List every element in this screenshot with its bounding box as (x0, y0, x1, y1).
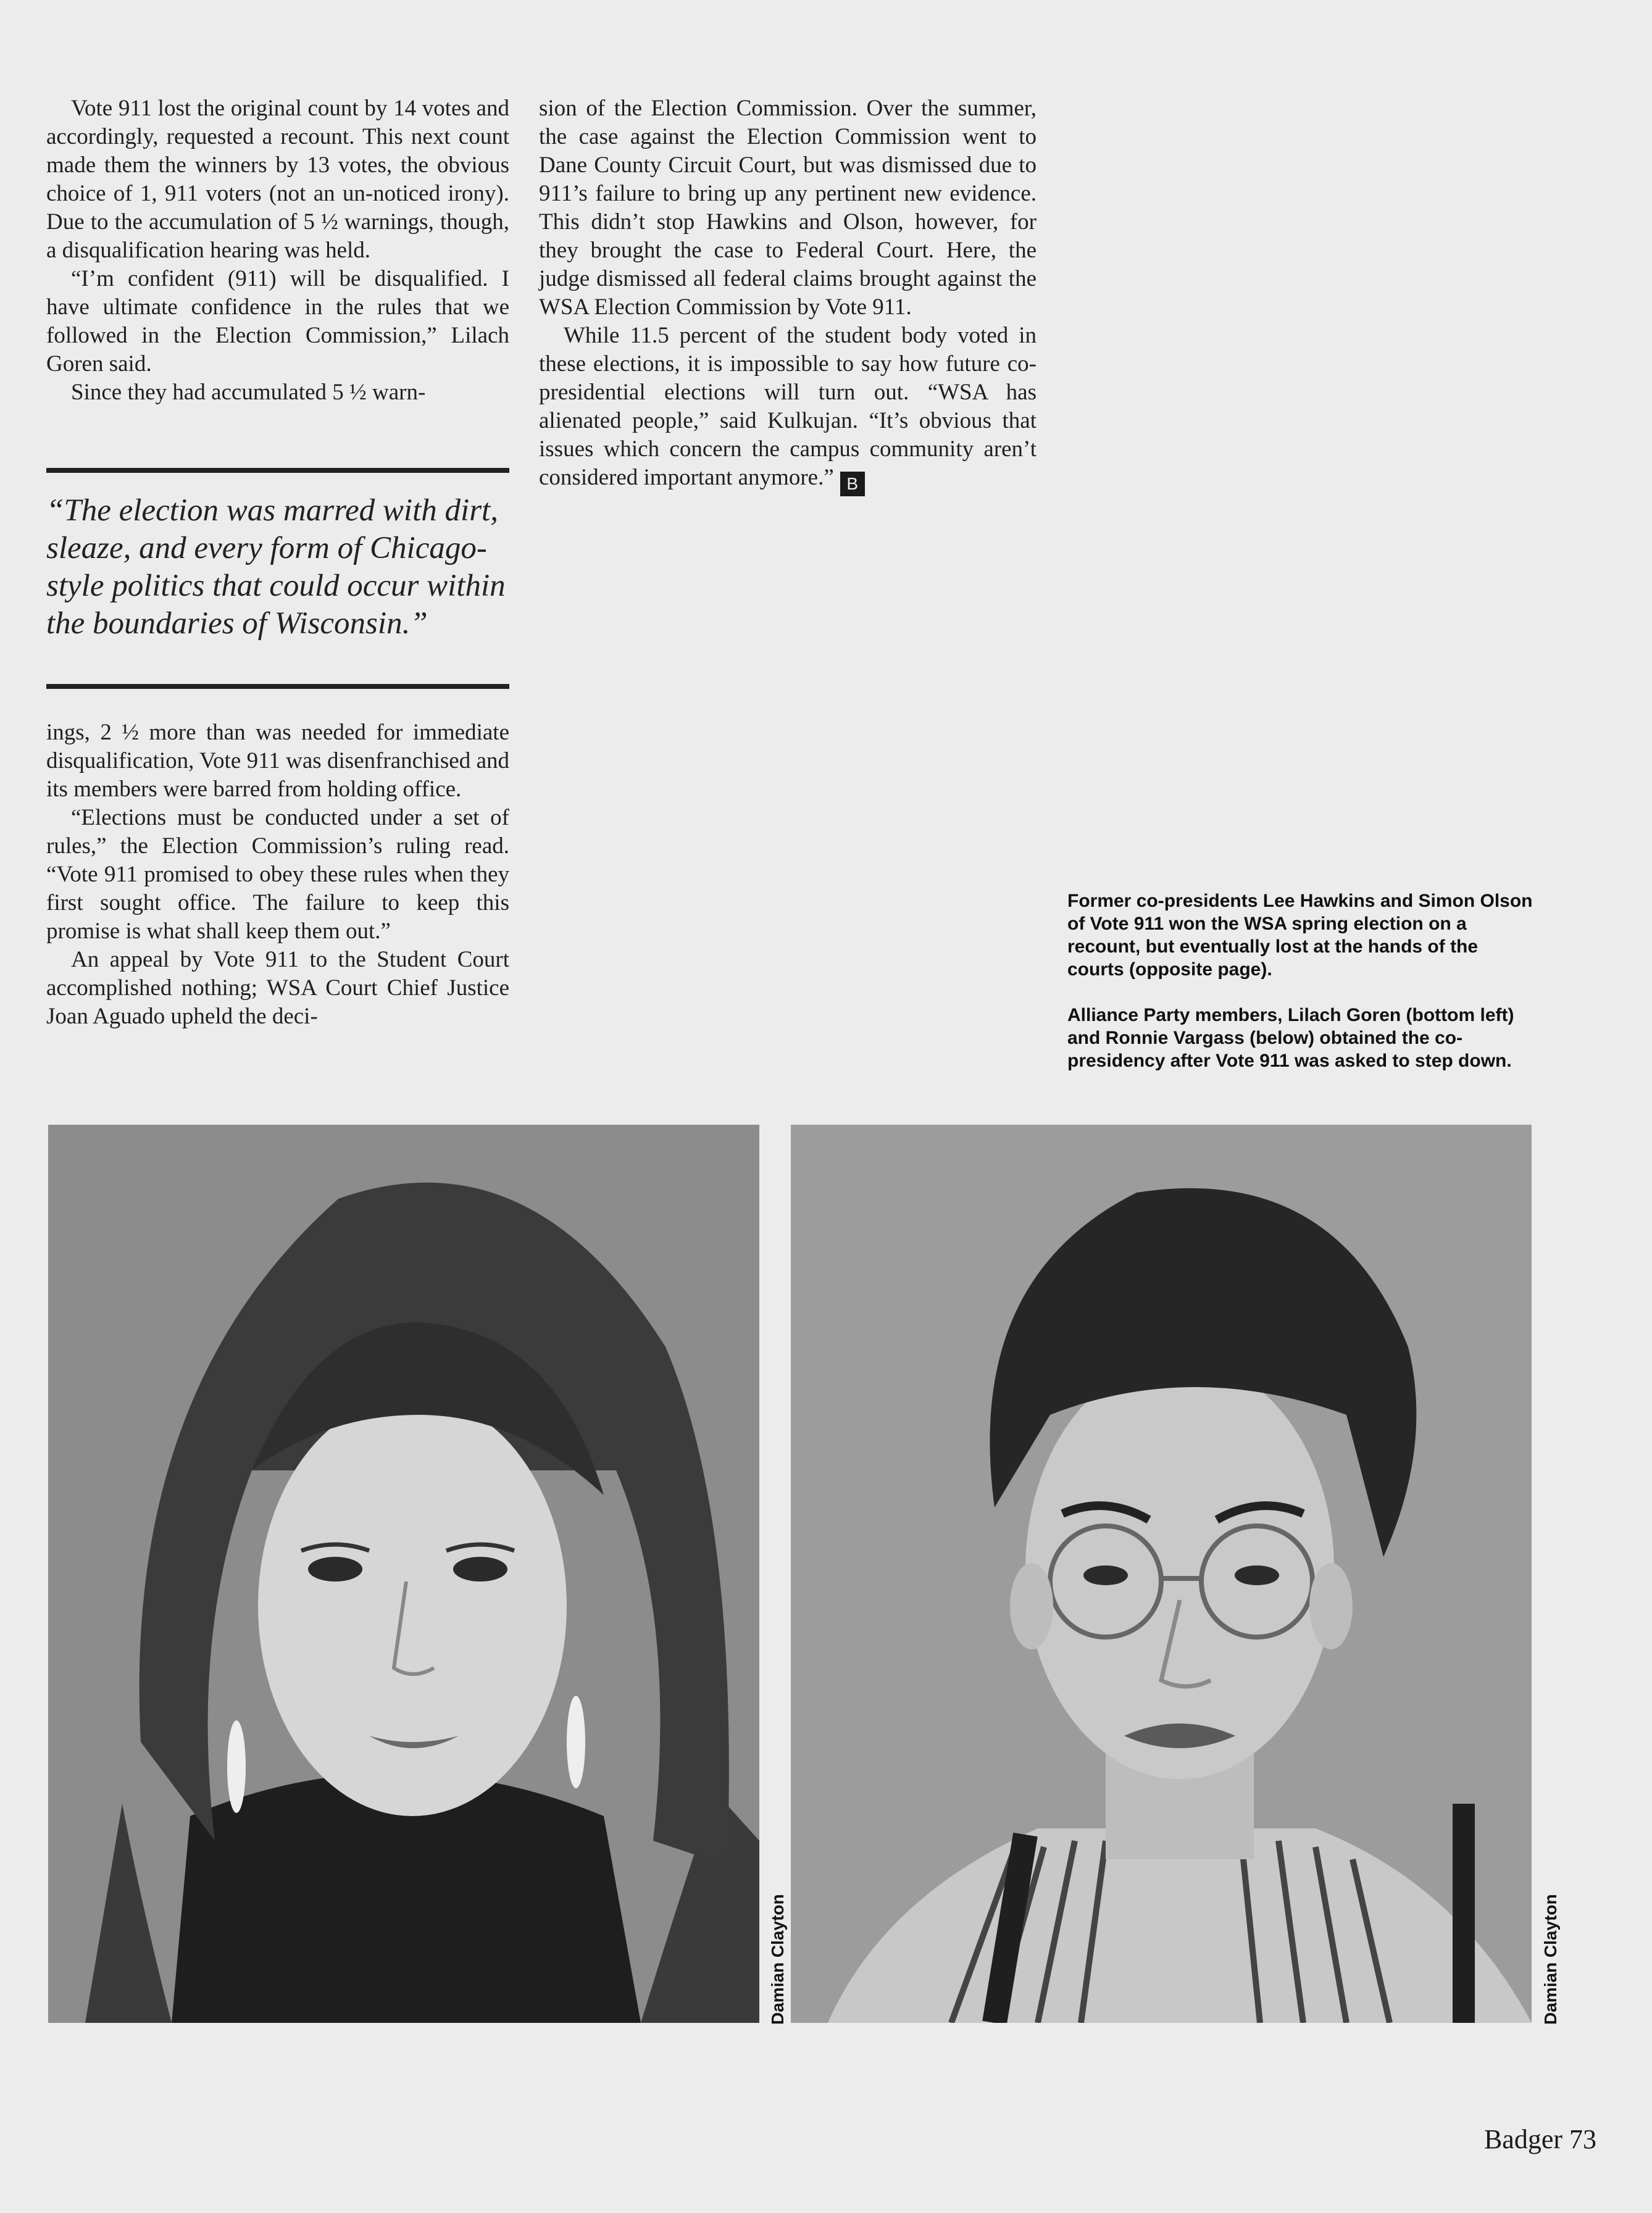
portrait-photo-left (48, 1125, 759, 2023)
paragraph: sion of the Election Commission. Over the summer, the case against the Election Commission went to Dane County Circuit Court, but was dismissed due to 911’s failure to bring up any pertinent new evidence. This didn’t stop Hawkins and Olson, however, for they brought the case to Federal Court. Here, the judge dismissed all federal claims brought against the WSA Election Commission by Vote 911. (539, 96, 1037, 320)
photo-captions (1067, 890, 1533, 1095)
paragraph: ings, 2 ½ more than was needed for immediate disqualification, Vote 911 was disenfranchised and its members were barred from holding office. (46, 720, 509, 802)
caption: Former co-presidents Lee Hawkins and Simon Olson of Vote 911 won the WSA spring election on a recount, but eventually lost at the hands of the courts (opposite page). (1067, 891, 1533, 980)
photo-credit-left: Damian Clayton (768, 1894, 787, 2025)
portrait-photo-right (791, 1125, 1532, 2023)
article-column-1-bottom (46, 719, 509, 1031)
paragraph: “I’m confident (911) will be disqualified. I have ultimate confidence in the rules that we followed in the Election Commission,” Lilach Goren said. (46, 266, 509, 377)
pull-quote: “The election was marred with dirt, sleaze, and every form of Chicago-style politics that could occur within the boundaries of Wisconsin.” (46, 493, 506, 641)
paragraph-text: While 11.5 percent of the student body voted in these elections, it is impossible to say how future co-presidential elections will turn out. “WSA has alienated people,” said Kulkujan. “It’s obvious that issues which concern the campus community aren’t considered important anymore.” (539, 323, 1037, 490)
paragraph: An appeal by Vote 911 to the Student Court accomplished nothing; WSA Court Chief Justice Joan Aguado upheld the deci- (46, 947, 509, 1029)
photo-credit-right: Damian Clayton (1541, 1894, 1560, 2025)
page-number: Badger 73 (1483, 2124, 1596, 2154)
end-mark-icon: B (840, 472, 865, 496)
portrait-woman-icon (48, 1125, 759, 2023)
paragraph: “Elections must be conducted under a set of rules,” the Election Commission’s ruling read. “Vote 911 promised to obey these rules when they first sought office. The failure to keep this promise is what shall keep them out.” (46, 805, 509, 944)
article-column-1-top (46, 94, 509, 407)
paragraph: Vote 911 lost the original count by 14 votes and accordingly, requested a recount. This next count made them the winners by 13 votes, the obvious choice of 1, 911 voters (not an un-noticed irony). Due to the accumulation of 5 ½ warnings, though, a disqualification hearing was held. (46, 96, 509, 263)
paragraph: Since they had accumulated 5 ½ warn- (71, 380, 426, 405)
portrait-man-icon (791, 1125, 1532, 2023)
pull-quote-rule-bottom (46, 684, 509, 689)
pull-quote-rule-top (46, 468, 509, 473)
paragraph (539, 322, 1037, 496)
article-column-2 (539, 94, 1037, 496)
caption: Alliance Party members, Lilach Goren (bottom left) and Ronnie Vargass (below) obtained the co-presidency after Vote 911 was asked to step down. (1067, 1005, 1514, 1071)
